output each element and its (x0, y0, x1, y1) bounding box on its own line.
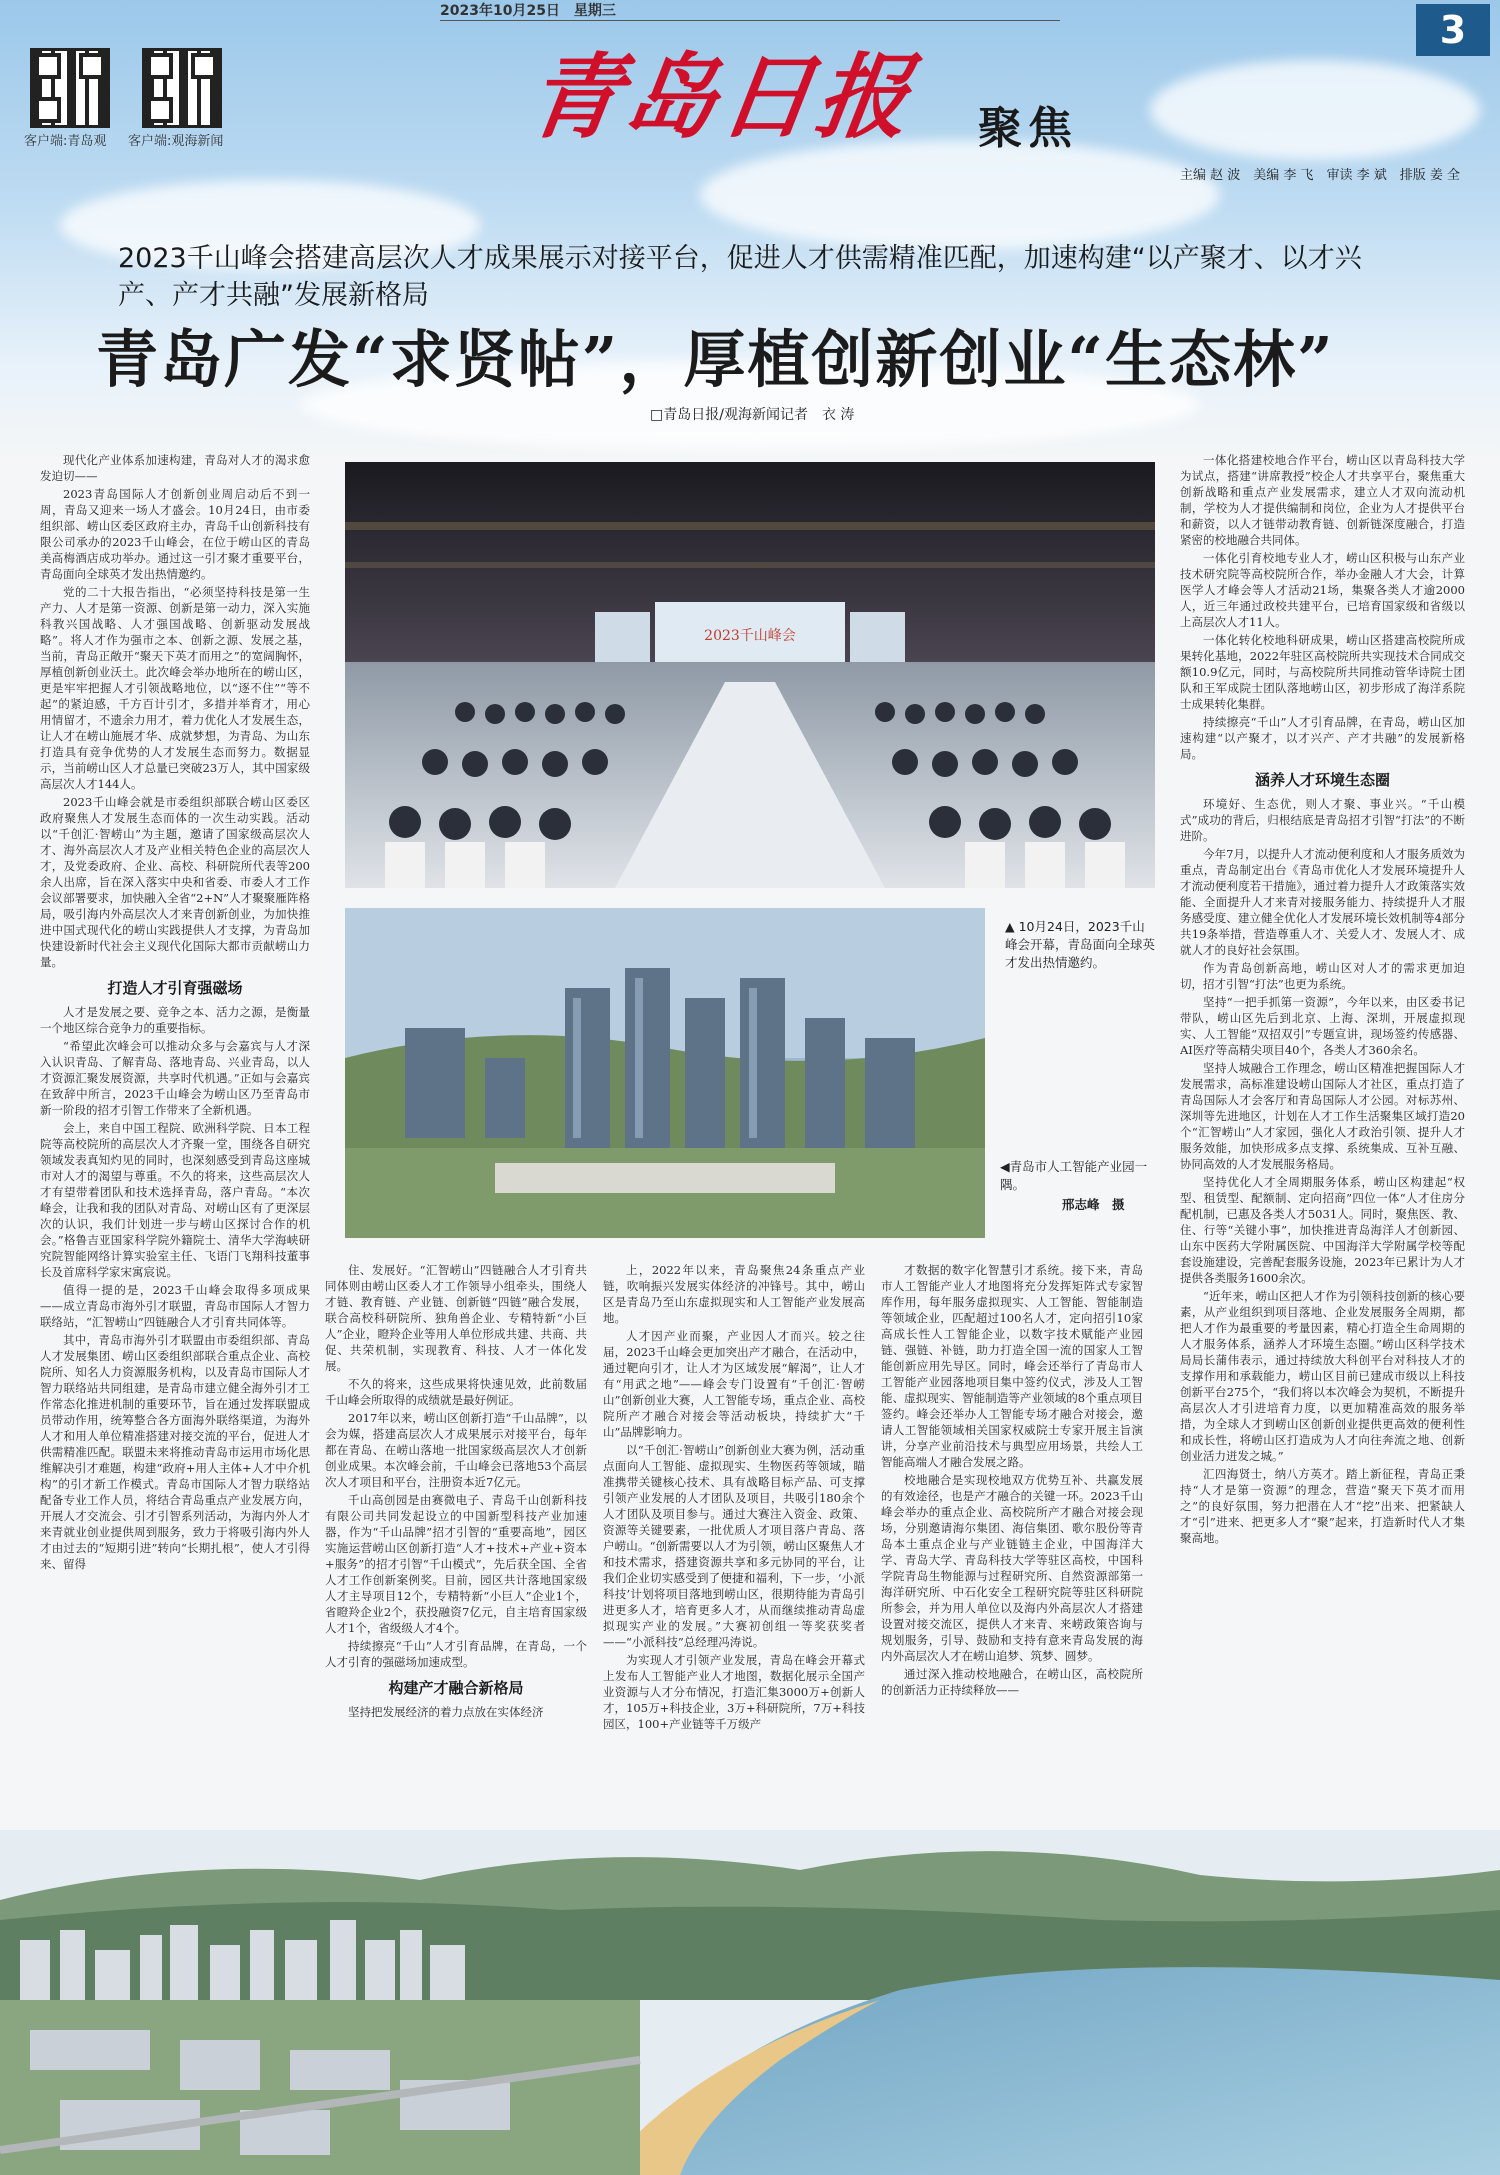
paragraph: 坚持优化人才全周期服务体系，崂山区构建起“权型、租赁型、配额制、定向招商”四位一体“人才住房分配机制，已惠及各类人才5031人。同时，聚焦医、教、住、行等“关键小事”，加快推进青岛海洋人才创新园、山东中医药大学附属医院、中国海洋大学附属学校等配套设施建设，完善配套服务设施，2023年已累计为人才提供各类服务1600余次。 (1180, 1175, 1465, 1285)
paragraph: 持续擦亮“千山”人才引育品牌，在青岛，崂山区加速构建“以产聚才，以才兴产、产才共融”的发展新格局。 (1180, 715, 1465, 761)
qr-code-guanhai-news[interactable] (142, 48, 222, 128)
paragraph: 住、发展好。“汇智崂山”四链融合人才引育共同体则由崂山区委人才工作领导小组牵头，围绕人才链、教育链、产业链、创新链“四链”融合发展，联合高校科研院所、独角兽企业、专精特新“小巨人”企业，瞪羚企业等用人单位形成共建、共商、共促、共荣机制，实现教育、科技、人才一体化发展。 (325, 1263, 587, 1373)
coastal-panorama-illustration (0, 1830, 1500, 2175)
masthead-logo: 青岛日报 (521, 43, 921, 151)
section-heading-industry-talent: 构建产才融合新格局 (388, 1679, 524, 1697)
paragraph: 校地融合是实现校地双方优势互补、共赢发展的有效途径，也是产才融合的关键一环。2023千山峰会举办的重点企业、高校院所产才融合对接会现场，分别邀请海尔集团、海信集团、歌尔股份等青岛本土重点企业与产业链链主企业，中国海洋大学、青岛大学、青岛科技大学等驻区高校，中国科学院青岛生物能源与过程研究所、自然资源部第一海洋研究所、中石化安全工程研究院等驻区科研院所参会，并为用人单位以及海内外高层次人才搭建设置对接交流区，提供人才来青、来崂政策咨询与规划服务，引导、鼓励和支持有意来青岛发展的海内外高层次人才在崂山追梦、筑梦、圆梦。 (881, 1473, 1143, 1663)
paragraph: 现代化产业体系加速构建，青岛对人才的渴求愈发迫切—— (40, 453, 310, 483)
paragraph: 值得一提的是，2023千山峰会取得多项成果——成立青岛市海外引才联盟，青岛市国际人才智力联络站，“汇智崂山”四链融合人才引育共同体等。 (40, 1283, 310, 1329)
paragraph: 其中，青岛市海外引才联盟由市委组织部、青岛人才发展集团、崂山区委组织部联合重点企业、高校院所、知名人力资源服务机构，以及青岛市国际人才智力联络站共同组建，是青岛市建立健全海外引才工作常态化推进机制的重要环节，旨在通过发挥联盟成员带动作用，统筹整合各方面海外联络渠道，为海外人才和用人单位精准搭建对接交流的平台，促进人才供需精准匹配。联盟未来将推动青岛市运用市场化思维解决引才难题，构建“政府+用人主体+人才中介机构”的引才新工作模式。青岛市国际人才智力联络站配备专业工作人员，将结合青岛重点产业发展方向，开展人才交流会、引才引智系列活动，为海内外人才来青就业创业提供周到服务，致力于将吸引海内外人才由过去的“短期引进”转向“长期扎根”，使人才引得来、留得 (40, 1333, 310, 1571)
page-number: 3 (1416, 4, 1490, 56)
ai-park-photo (345, 908, 985, 1238)
paragraph: 坚持“一把手抓第一资源”，今年以来，由区委书记带队，崂山区先后到北京、上海、深圳，开展虚拟现实、人工智能“双招双引”专题宣讲，现场签约传感器、AI医疗等高精尖项目40个，各类人才360余名。 (1180, 995, 1465, 1057)
photo-caption-park: ◀青岛市人工智能产业园一隅。 (1000, 1159, 1148, 1192)
ai-park-illustration (345, 908, 985, 1238)
article-column-1 (40, 452, 310, 1817)
cloud-decoration (700, 140, 1220, 250)
qr-code-qingdaoguan[interactable] (30, 48, 110, 128)
issue-date: 2023年10月25日 星期三 (440, 3, 616, 19)
paragraph: 2023青岛国际人才创新创业周启动后不到一周，青岛又迎来一场人才盛会。10月24日，由市委组织部、崂山区委区政府主办，青岛千山创新科技有限公司承办的2023千山峰会，在位于崂山区的青岛美高梅酒店成功举办。通过这一引才聚才重要平台，青岛面向全球英才发出热情邀约。 (40, 487, 310, 581)
section-heading-talent-ecosystem: 涵养人才环境生态圈 (1254, 771, 1390, 789)
paragraph: “希望此次峰会可以推动众多与会嘉宾与人才深入认识青岛、了解青岛、落地青岛、兴业青岛，以人才资源汇聚发展资源，共享时代机遇。”正如与会嘉宾在致辞中所言，2023千山峰会为崂山区乃至青岛市新一阶段的招才引智工作带来了全新机遇。 (40, 1039, 310, 1117)
paragraph: 千山高创园是由赛微电子、青岛千山创新科技有限公司共同发起设立的中国新型科技产业加速器，作为“千山品牌”招才引智的“重要高地”，园区实施运营崂山区创新打造“人才+技术+产业+资本+服务”的招才引智“千山模式”，先后获全国、全省人才工作创新案例奖。目前，园区共计落地国家级人才主导项目12个，专精特新“小巨人”企业1个，省瞪羚企业2个，获投融资7亿元，自主培育国家级人才1个，省级级人才4个。 (325, 1493, 587, 1635)
stage-screen-text: 2023千山峰会 (704, 628, 796, 644)
paragraph: 一体化搭建校地合作平台，崂山区以青岛科技大学为试点，搭建“讲席教授”校企人才共享平台，聚焦重大创新战略和重点产业发展需求，建立人才双向流动机制，学校为人才提供编制和岗位，企业为人才提供平台和薪资，以人才链带动教育链、创新链深度融合，打造紧密的校地融合共同体。 (1180, 453, 1465, 547)
paragraph: 通过深入推动校地融合，在崂山区，高校院所的创新活力正持续释放—— (881, 1667, 1143, 1697)
paragraph: 党的二十大报告指出，“必须坚持科技是第一生产力、人才是第一资源、创新是第一动力，深入实施科教兴国战略、人才强国战略、创新驱动发展战略”。将人才作为强市之本、创新之源、发展之基，当前，青岛正敞开“聚天下英才而用之”的宽阔胸怀，厚植创新创业沃土。此次峰会举办地所在的崂山区，更是牢牢把握人才引领战略地位，以“逐不住”“等不起”的紧迫感，千方百计引才，多措并举育才，用心用情留才，不遗余力用才，着力优化人才发展生态，让人才在崂山施展才华、成就梦想，为青岛、为山东打造具有竞争优势的人才发展生态而努力。数据显示，当前崂山区人才总量已突破23万人，其中国家级高层次人才144人。 (40, 585, 310, 791)
paragraph: “近年来，崂山区把人才作为引领科技创新的核心要素，从产业组织到项目落地、企业发展服务全周期，都把人才作为最重要的考量因素，精心打造全生命周期的人才服务体系，涵养人才环境生态圈。”崂山区科学技术局局长蒲伟表示，通过持续放大科创平台对科技人才的支撑作用和承载能力，崂山区目前已建成市级以上科技创新平台275个，“我们将以本次峰会为契机，不断提升高层次人才引进培育力度，以更加精准高效的服务举措，为全球人才到崂山区创新创业提供更高效的便利性和成长性，将崂山区打造成为人才向往奔流之地、创新创业活力迸发之城。” (1180, 1289, 1465, 1463)
paragraph: 才数据的数字化智慧引才系统。接下来，青岛市人工智能产业人才地图将充分发挥矩阵式专家智库作用，每年服务虚拟现实、人工智能、智能制造等领域企业，匹配超过100名人才，定向招引10家高成长性人工智能企业，以数字技术赋能产业园链、强链、补链，助力打造全国一流的国家人工智能创新应用先导区。同时，峰会还举行了青岛市人工智能产业园落地项目集中签约仪式，涉及人工智能、虚拟现实、智能制造等产业领域的8个重点项目签约。峰会还举办人工智能专场才融合对接会，邀请人工智能领域相关国家权威院士专家开展主旨演讲，分享产业前沿技术与典型应用场景，共绘人工智能高端人才融合发展之路。 (881, 1263, 1143, 1469)
paragraph: 2023千山峰会就是市委组织部联合崂山区委区政府聚焦人才发展生态而体的一次生动实践。活动以“千创汇·智崂山”为主题，邀请了国家级高层次人才、海外高层次人才及产业相关特色企业的高层次人才，及党委政府、企业、高校、科研院所代表等200余人出席，旨在深入落实中央和省委、市委人才工作会议部署要求，加快融入全省“2+N”人才聚聚雁阵格局，吸引海内外高层次人才来青创新创业，为加快推进中国式现代化的崂山实践提供人才支撑，为青岛加快建设新时代社会主义现代化国际大都市贡献崂山力量。 (40, 795, 310, 969)
article-column-4 (881, 1262, 1143, 1817)
paragraph: 坚持把发展经济的着力点放在实体经济 (348, 1705, 544, 1719)
qr-label-1: 客户端:青岛观 (24, 134, 107, 149)
header-rule (440, 20, 1060, 21)
paragraph: 环境好、生态优，则人才聚、事业兴。“千山模式”成功的背后，归根结底是青岛招才引智“打法”的不断进阶。 (1180, 797, 1465, 843)
summit-hall-photo (345, 462, 1155, 888)
paragraph: 人才是发展之要、竞争之本、活力之源，是衡量一个地区综合竞争力的重要指标。 (40, 1005, 310, 1035)
paragraph: 上，2022年以来，青岛聚焦24条重点产业链，吹响振兴发展实体经济的冲锋号。其中，崂山区是青岛乃至山东虚拟现实和人工智能产业发展高地。 (603, 1263, 865, 1325)
paragraph: 为实现人才引领产业发展，青岛在峰会开幕式上发布人工智能产业人才地图，数据化展示全国产业资源与人才分布情况，打造汇集3000万+创新人才，105万+科技企业，3万+科研院所，7万+科技园区，100+产业链等千万级产 (603, 1653, 865, 1731)
editor-credits: 主编 赵 波 美编 李 飞 审读 李 斌 排版 姜 全 (1180, 168, 1461, 183)
article-column-2 (325, 1262, 587, 1817)
paragraph: 一体化引育校地专业人才，崂山区积极与山东产业技术研究院等高校院所合作，举办金融人才大会，计算医学人才峰会等人才活动21场，集聚各类人才逾2000人，近三年通过政校共建平台，已培育国家级和省级以上高层次人才11人。 (1180, 551, 1465, 629)
paragraph: 一体化转化校地科研成果，崂山区搭建高校院所成果转化基地，2022年驻区高校院所共实现技术合同成交额10.9亿元，同时，与高校院所共同推动管华诗院士团队和王军成院士团队落地崂山区，初步形成了海洋系院士成果转化集群。 (1180, 633, 1465, 711)
article-byline: □青岛日报/观海新闻记者 衣 涛 (650, 407, 855, 423)
paragraph: 2017年以来，崂山区创新打造“千山品牌”，以会为媒，搭建高层次人才成果展示对接平台，每年都在青岛、在崂山落地一批国家级高层次人才创新创业成果。本次峰会前，千山峰会已落地53个高层次人才项目和平台，注册资本近7亿元。 (325, 1411, 587, 1489)
cloud-decoration (1150, 60, 1480, 160)
paragraph: 不久的将来，这些成果将快速见效，此前数届千山峰会所取得的成绩就是最好例证。 (325, 1377, 587, 1407)
paragraph: 坚持人城融合工作理念，崂山区精准把握国际人才发展需求，高标准建设崂山国际人才社区，重点打造了青岛国际人才会客厅和青岛国际人才公园。对标苏州、深圳等先进地区，计划在人才工作生活聚集区域打造20个“汇智崂山”人才家园，强化人才政治引领、提升人才服务效能，加快形成多点支撑、系统集成、互补互融、协同高效的人才发展服务格局。 (1180, 1061, 1465, 1171)
section-name: 聚焦 (978, 103, 1078, 154)
paragraph: 持续擦亮“千山”人才引育品牌，在青岛，一个人才引育的强磁场加速成型。 (325, 1639, 587, 1669)
paragraph: 汇四海贤士，纳八方英才。踏上新征程，青岛正秉持“人才是第一资源”的理念，营造“聚天下英才而用之”的良好氛围，努力把潜在人才“挖”出来、把紧缺人才“引”进来、把更多人才“聚”起来，打造新时代人才集聚高地。 (1180, 1467, 1465, 1545)
qr-label-2: 客户端:观海新闻 (128, 134, 224, 149)
article-column-5 (1180, 452, 1465, 1817)
paragraph: 会上，来自中国工程院、欧洲科学院、日本工程院等高校院所的高层次人才齐聚一堂，围绕各自研究领域发表真知灼见的同时，也深刻感受到青岛这座城市对人才的渴望与尊重。不久的将来，这些高层次人才有望带着团队和技术选择青岛，落户青岛。“本次峰会，让我和我的团队对青岛、对崂山区有了更深层次的认识，我们计划进一步与崂山区探讨合作的机会。”格鲁吉亚国家科学院外籍院士、清华大学海峡研究院智能网络计算实验室主任、飞语门飞翔科技董事长及首席科学家宋寓宸说。 (40, 1121, 310, 1279)
paragraph: 今年7月，以提升人才流动便利度和人才服务质效为重点，青岛制定出台《青岛市优化人才发展环境提升人才流动便利度若干措施》，通过着力提升人才政策落实效能、全面提升人才来青对接服务能力、持续提升人才服务感受度、建立健全优化人才发展环境长效机制等4部分共19条举措，营造尊重人才、关爱人才、发展人才、成就人才的良好社会氛围。 (1180, 847, 1465, 957)
paragraph: 以“千创汇·智崂山”创新创业大赛为例，活动重点面向人工智能、虚拟现实、生物医药等领域，瞄准携带关键核心技术、具有战略目标产品、可支撑引领产业发展的人才团队及项目，共吸引180余个人才团队及项目参与。通过大赛注入资金、政策、资源等关键要素，一批优质人才项目落户青岛、落户崂山。“创新需要以人才为引领，崂山区聚焦人才和技术需求，搭建资源共享和多元协同的平台，让我们企业切实感受到了便捷和福利，下一步，‘小派科技’计划将项目落地到崂山区，很期待能为青岛引进更多人才，培育更多人才，从而继续推动青岛虚拟现实产业的发展。”大赛初创组一等奖获奖者——“小派科技”总经理冯涛说。 (603, 1443, 865, 1649)
article-headline: 青岛广发“求贤帖”，厚植创新创业“生态林” (96, 323, 1335, 396)
photo-caption-summit: ▲ 10月24日，2023千山峰会开幕，青岛面向全球英才发出热情邀约。 (1005, 919, 1156, 970)
summit-hall-illustration (345, 462, 1155, 888)
section-heading-talent-magnet: 打造人才引育强磁场 (107, 979, 243, 997)
paragraph: 作为青岛创新高地，崂山区对人才的需求更加迫切，招才引智“打法”也更为系统。 (1180, 961, 1465, 991)
coastal-panorama-image (0, 1830, 1500, 2175)
paragraph: 人才因产业而聚，产业因人才而兴。较之往届，2023千山峰会更加突出产才融合，在活动中，通过靶向引才，让人才为区域发展“解渴”，让人才有“用武之地”——峰会专门设置有“千创汇·智崂山”创新创业大赛，人工智能专场，重点企业、高校院所产才融合对接会等活动板块，持续扩大“千山”品牌影响力。 (603, 1329, 865, 1439)
article-subhead: 2023千山峰会搭建高层次人才成果展示对接平台，促进人才供需精准匹配，加速构建“以产聚才、以才兴产、产才共融”发展新格局 (118, 243, 1362, 311)
photo-credit: 邢志峰 摄 (1062, 1197, 1125, 1212)
article-column-3 (603, 1262, 865, 1817)
